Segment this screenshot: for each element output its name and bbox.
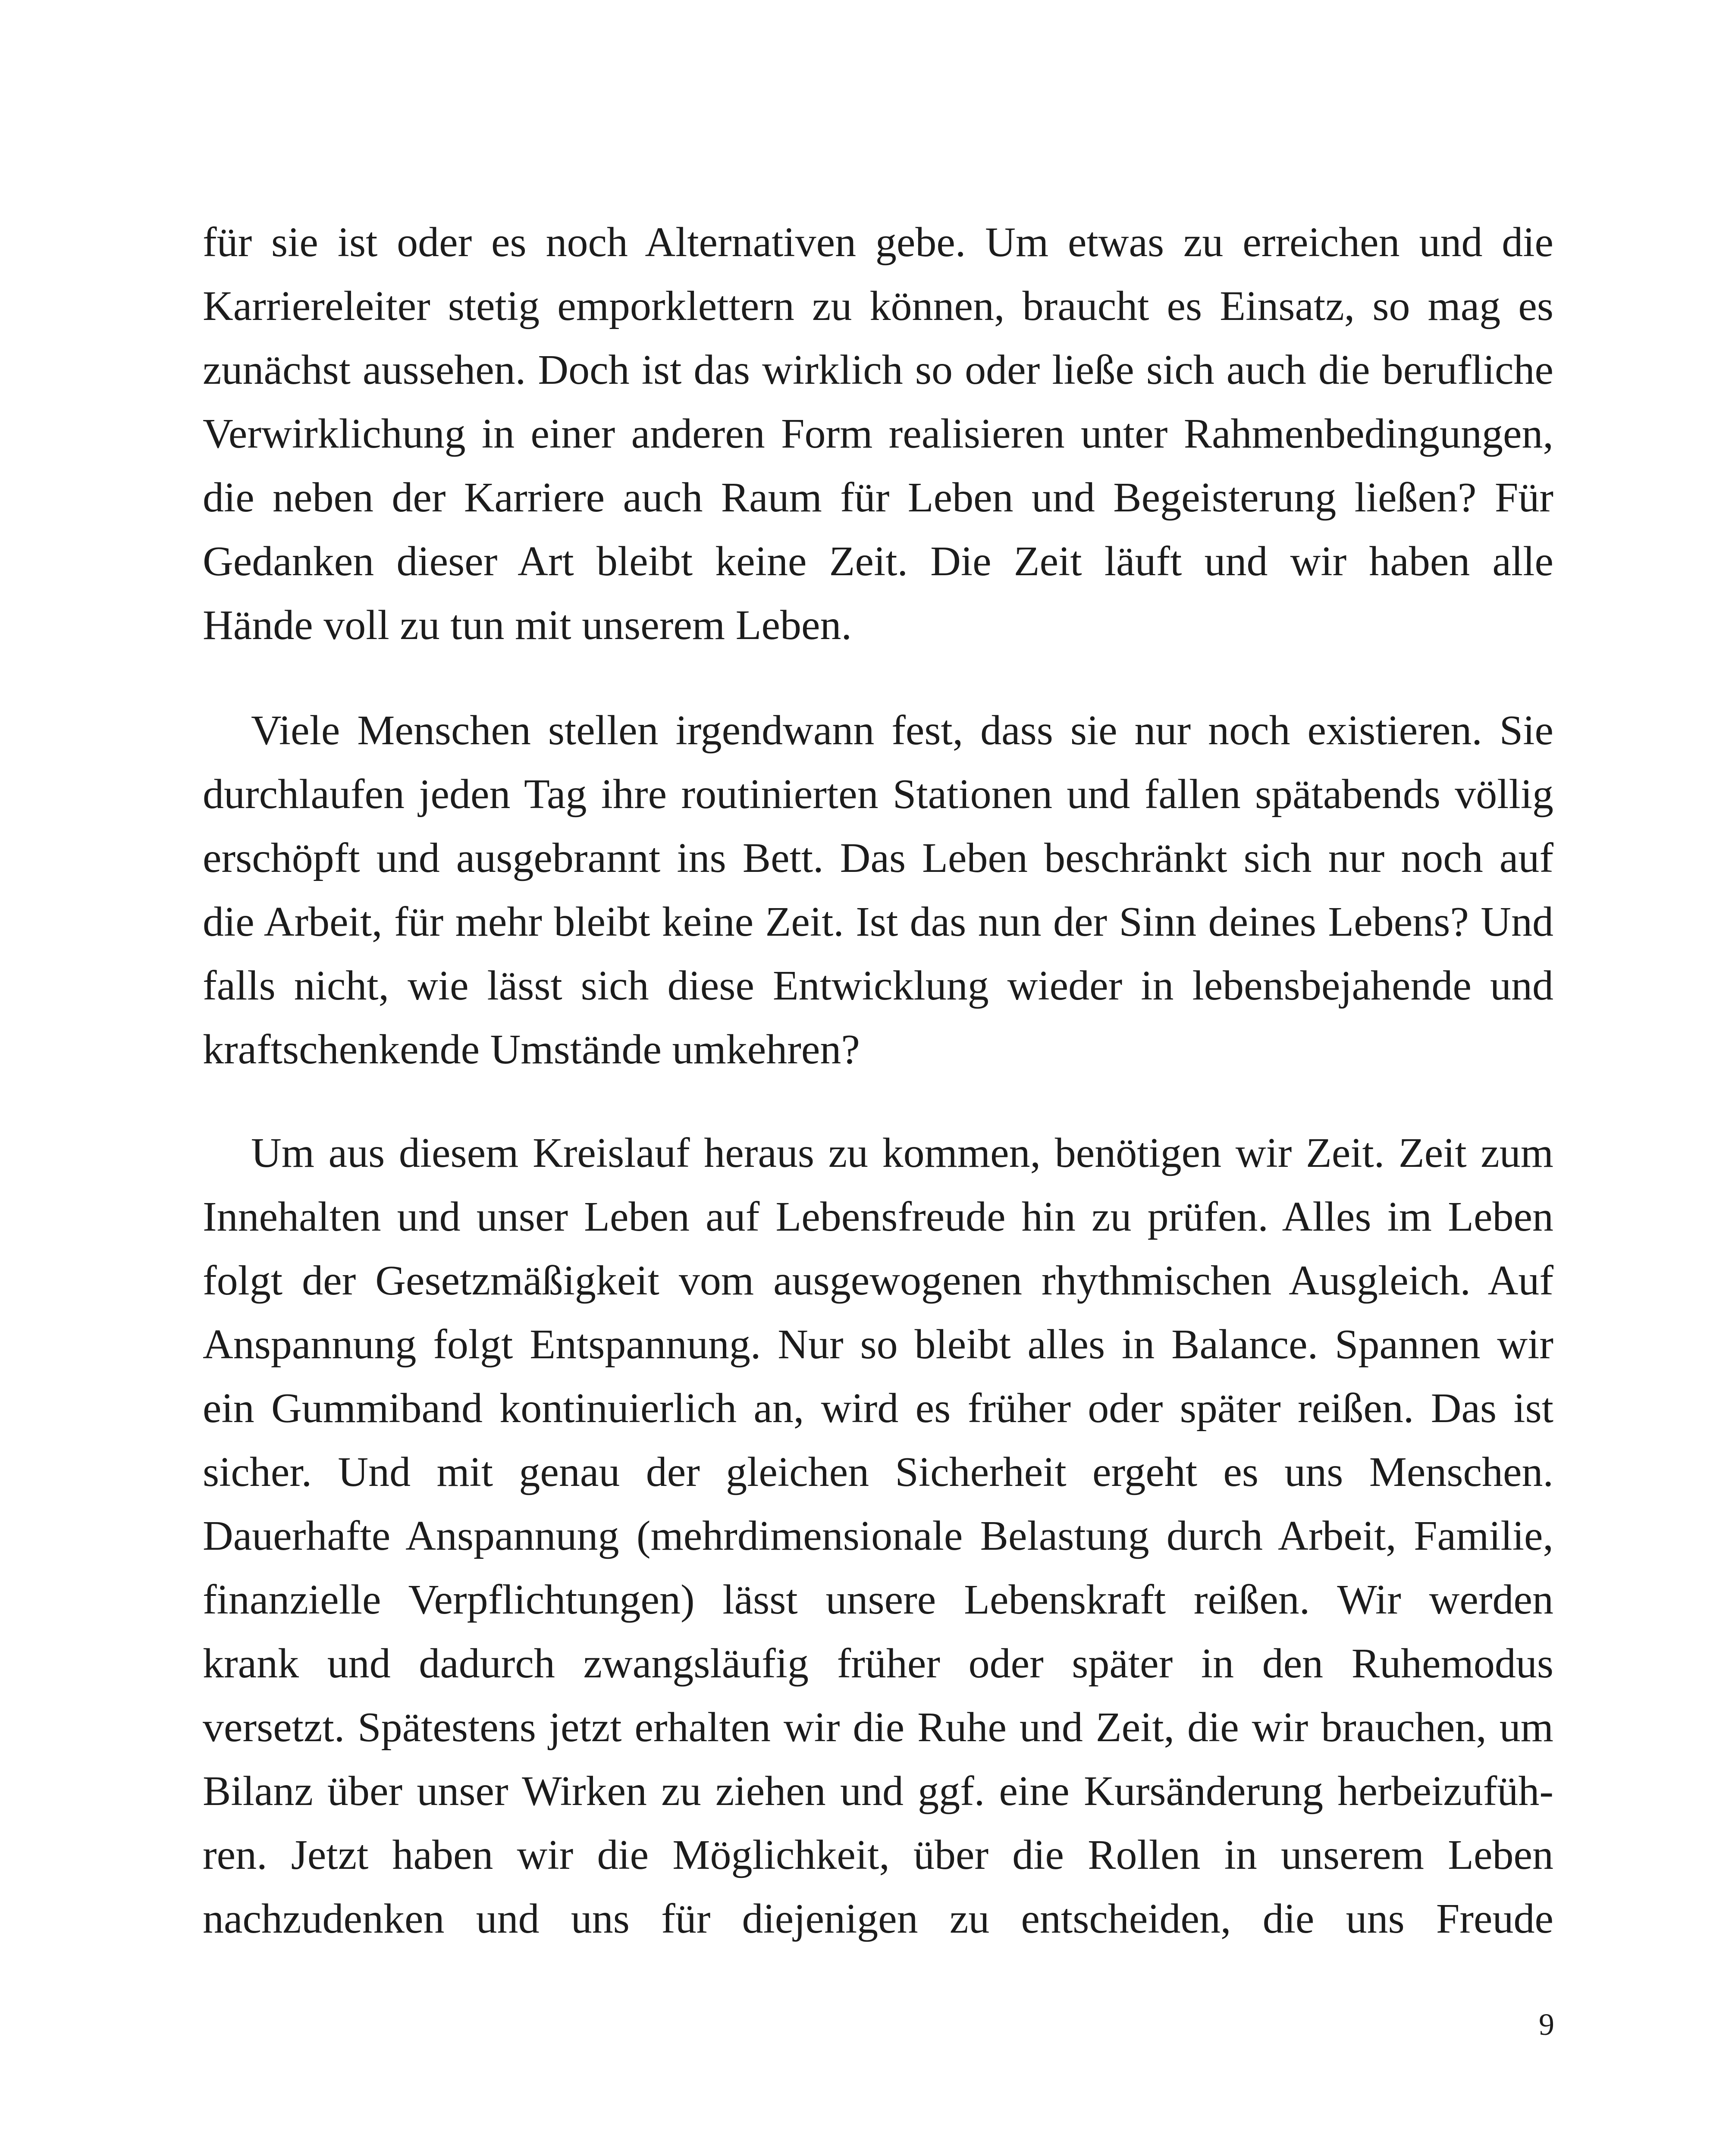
- text-line: Gedanken dieser Art bleibt keine Zeit. Die Zeit läuft und wir haben alle: [203, 538, 1553, 585]
- text-line: finanzielle Verpflichtungen) lässt unsere Lebenskraft reißen. Wir werden: [203, 1576, 1553, 1623]
- text-line: erschöpft und ausgebrannt ins Bett. Das Leben beschränkt sich nur noch auf: [203, 835, 1553, 881]
- text-line: nachzudenken und uns für diejenigen zu entscheiden, die uns Freude: [203, 1896, 1553, 1942]
- text-line: krank und dadurch zwangsläufig früher oder später in den Ruhemodus: [203, 1640, 1553, 1687]
- text-line: Bilanz über unser Wirken zu ziehen und ggf. eine Kursänderung herbeizufüh-: [203, 1768, 1553, 1814]
- text-line: Dauerhafte Anspannung (mehrdimensionale Belastung durch Arbeit, Familie,: [203, 1513, 1553, 1559]
- paragraph-2: [203, 699, 1553, 1081]
- paragraph-1: [203, 210, 1553, 657]
- text-line: versetzt. Spätestens jetzt erhalten wir die Ruhe und Zeit, die wir brauchen, um: [203, 1704, 1553, 1751]
- text-line: sicher. Und mit genau der gleichen Sicherheit ergeht es uns Menschen.: [203, 1449, 1553, 1495]
- text-line: zunächst aussehen. Doch ist das wirklich so oder ließe sich auch die berufliche: [203, 347, 1553, 393]
- text-line: die neben der Karriere auch Raum für Leben und Begeisterung ließen? Für: [203, 474, 1553, 521]
- page-number: 9: [1539, 2007, 1554, 2042]
- text-line: Hände voll zu tun mit unserem Leben.: [203, 602, 852, 649]
- text-line: für sie ist oder es noch Alternativen gebe. Um etwas zu erreichen und die: [203, 219, 1553, 266]
- text-line: die Arbeit, für mehr bleibt keine Zeit. Ist das nun der Sinn deines Lebens? Und: [203, 899, 1553, 945]
- text-line: Verwirklichung in einer anderen Form realisieren unter Rahmenbedingungen,: [203, 411, 1553, 457]
- text-line: ein Gummiband kontinuierlich an, wird es früher oder später reißen. Das ist: [203, 1385, 1553, 1432]
- text-line: folgt der Gesetzmäßigkeit vom ausgewogenen rhythmischen Ausgleich. Auf: [203, 1257, 1553, 1304]
- text-line: Viele Menschen stellen irgendwann fest, dass sie nur noch existieren. Sie: [251, 707, 1553, 754]
- text-line: kraftschenkende Umstände umkehren?: [203, 1026, 860, 1073]
- text-line: falls nicht, wie lässt sich diese Entwicklung wieder in lebensbejahende und: [203, 962, 1553, 1009]
- text-line: Innehalten und unser Leben auf Lebensfreude hin zu prüfen. Alles im Leben: [203, 1194, 1553, 1240]
- text-line: ren. Jetzt haben wir die Möglichkeit, über die Rollen in unserem Leben: [203, 1832, 1553, 1878]
- text-line: durchlaufen jeden Tag ihre routinierten Stationen und fallen spätabends völlig: [203, 771, 1553, 818]
- text-line: Anspannung folgt Entspannung. Nur so bleibt alles in Balance. Spannen wir: [203, 1321, 1553, 1368]
- text-line: Um aus diesem Kreislauf heraus zu kommen, benötigen wir Zeit. Zeit zum: [251, 1130, 1553, 1176]
- text-line: Karriereleiter stetig emporklettern zu können, braucht es Einsatz, so mag es: [203, 283, 1553, 329]
- paragraph-3: [203, 1121, 1553, 1951]
